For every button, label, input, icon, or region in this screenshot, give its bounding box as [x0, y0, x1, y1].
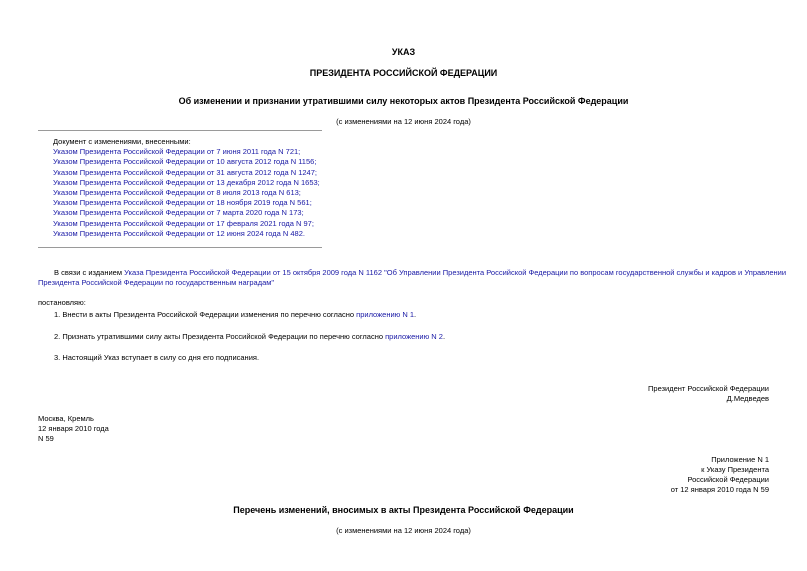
- clause-3: 3. Настоящий Указ вступает в силу со дня его подписания.: [54, 353, 260, 362]
- appendix-ref-line-2: к Указу Президента: [701, 465, 769, 474]
- amendments-list: [53, 137, 320, 239]
- preamble-prefix: В связи с изданием: [54, 268, 125, 277]
- signing-date: 12 января 2010 года: [38, 424, 109, 433]
- signing-place: Москва, Кремль: [38, 414, 94, 423]
- clause-1: [54, 310, 416, 319]
- decree-1162-link-cont[interactable]: Президента Российской Федерации по государственным наградам": [38, 278, 275, 287]
- clause-2-end: .: [442, 332, 446, 341]
- amendments-intro: Документ с изменениями, внесенными:: [53, 137, 191, 146]
- issuer-title: ПРЕЗИДЕНТА РОССИЙСКОЙ ФЕДЕРАЦИИ: [309, 68, 498, 78]
- revision-note: (с изменениями на 12 июня 2024 года): [336, 117, 471, 126]
- amendment-link[interactable]: Указом Президента Российской Федерации от 18 ноября 2019 года N 561;: [53, 198, 312, 208]
- clause-2-text: 2. Признать утратившими силу акты Президента Российской Федерации по перечню согласно: [54, 332, 386, 341]
- appendix-label: Приложение N 1: [711, 455, 769, 464]
- amendment-link[interactable]: Указом Президента Российской Федерации от 8 июля 2013 года N 613;: [53, 188, 301, 198]
- amendment-link[interactable]: Указом Президента Российской Федерации от 17 февраля 2021 года N 97;: [53, 218, 314, 228]
- appendix-ref-line-3: Российской Федерации: [687, 475, 769, 484]
- amendment-link[interactable]: Указом Президента Российской Федерации от 13 декабря 2012 года N 1653;: [53, 177, 320, 187]
- amendment-link[interactable]: Указом Президента Российской Федерации от 10 августа 2012 года N 1156;: [53, 157, 317, 167]
- document-heading: Об изменении и признании утратившими силу некоторых актов Президента Российской Федерации: [178, 96, 629, 106]
- preamble-line-1: [54, 268, 786, 277]
- clause-1-end: .: [414, 310, 417, 319]
- amendment-link[interactable]: Указом Президента Российской Федерации от 31 августа 2012 года N 1247;: [53, 167, 317, 177]
- amendment-link[interactable]: Указом Президента Российской Федерации от 7 июня 2011 года N 721;: [53, 147, 301, 157]
- decree-number: N 59: [38, 434, 54, 443]
- resolve-text: постановляю:: [38, 298, 86, 307]
- appendix-revision-note: (с изменениями на 12 июня 2024 года): [336, 526, 471, 535]
- appendix-ref-line-4: от 12 января 2010 года N 59: [670, 485, 769, 494]
- signatory-name: Д.Медведев: [726, 394, 769, 403]
- appendix-1-link[interactable]: приложению N 1: [356, 310, 415, 319]
- amendment-link[interactable]: Указом Президента Российской Федерации от 12 июня 2024 года N 482.: [53, 228, 305, 238]
- clause-2: [54, 332, 445, 341]
- clause-1-text: 1. Внести в акты Президента Российской Федерации изменения по перечню согласно: [54, 310, 357, 319]
- document-type: УКАЗ: [391, 47, 416, 57]
- amendment-link[interactable]: Указом Президента Российской Федерации от 7 марта 2020 года N 173;: [53, 208, 304, 218]
- appendix-2-link[interactable]: приложению N 2: [385, 332, 443, 341]
- amendments-box: [38, 130, 322, 248]
- appendix-title: Перечень изменений, вносимых в акты Президента Российской Федерации: [233, 505, 574, 515]
- signatory-position: Президент Российской Федерации: [648, 384, 769, 393]
- decree-1162-link[interactable]: Указа Президента Российской Федерации от 15 октября 2009 года N 1162 "Об Управлении Президента Российской Федерации по вопросам государственной службы и кадров и Управлении: [124, 268, 787, 277]
